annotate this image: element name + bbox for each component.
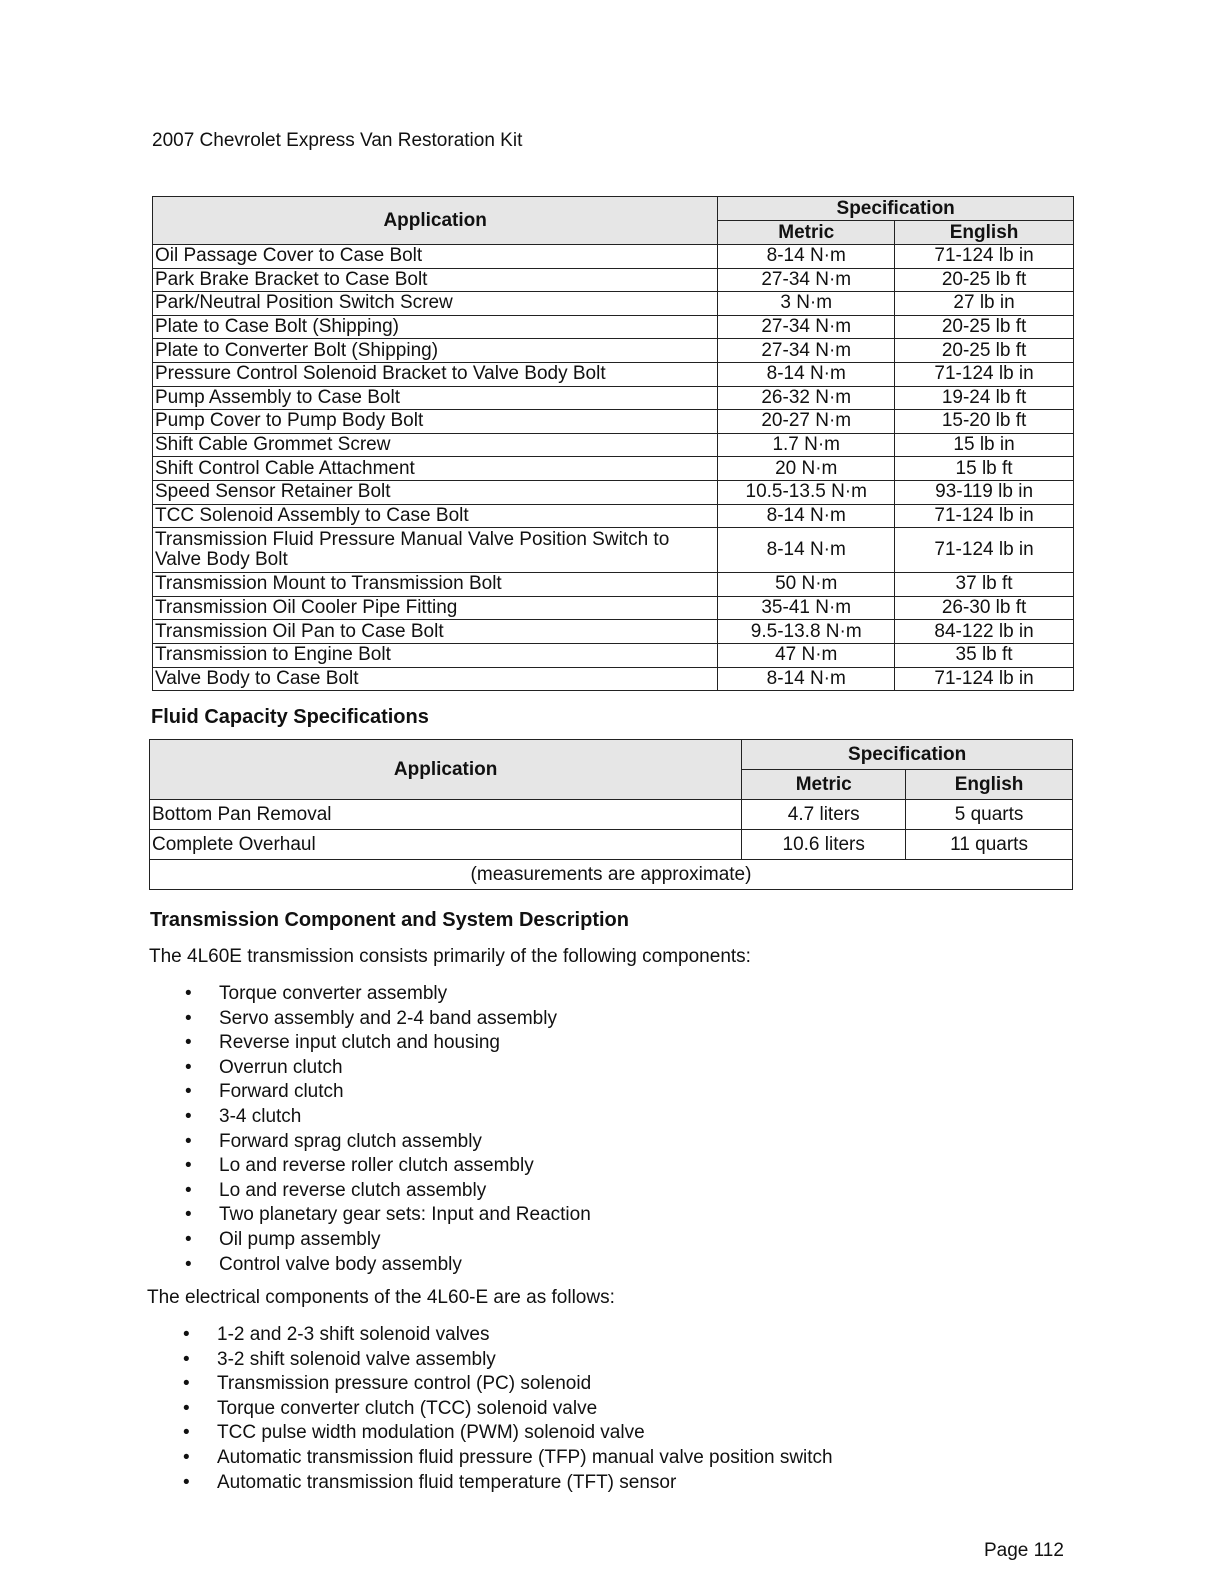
list-item-text: Servo assembly and 2-4 band assembly — [219, 1007, 557, 1029]
col-specification: Specification — [742, 740, 1073, 770]
table-row — [150, 800, 1073, 830]
cell-metric: 10.5-13.5 N·m — [718, 480, 895, 504]
cell-english: 71-124 lb in — [895, 667, 1074, 691]
bullet-icon: • — [183, 1471, 190, 1493]
bullet-icon: • — [185, 1007, 192, 1029]
list-item-text: Reverse input clutch and housing — [219, 1032, 500, 1054]
table-row — [153, 573, 1074, 597]
bullet-icon: • — [185, 983, 192, 1004]
cell-metric: 27-34 N·m — [718, 339, 895, 363]
cell-application: Shift Control Cable Attachment — [153, 457, 718, 481]
list-item — [185, 1154, 591, 1179]
table-row — [153, 386, 1074, 410]
list-item-text: Automatic transmission fluid temperature (TFT) sensor — [217, 1471, 677, 1493]
cell-english: 20-25 lb ft — [895, 268, 1074, 292]
list-item — [185, 1130, 591, 1155]
cell-metric: 8-14 N·m — [718, 245, 895, 269]
list-item — [183, 1348, 833, 1373]
cell-english: 35 lb ft — [895, 643, 1074, 667]
list-item — [183, 1446, 833, 1471]
table-row — [153, 362, 1074, 386]
table-row — [153, 528, 1074, 573]
bullet-icon: • — [185, 1081, 192, 1103]
list-item — [183, 1421, 833, 1446]
list-item-text: Control valve body assembly — [219, 1253, 462, 1275]
cell-application: Complete Overhaul — [150, 830, 742, 860]
cell-application: Pressure Control Solenoid Bracket to Valve Body Bolt — [153, 362, 718, 386]
cell-english: 71-124 lb in — [895, 362, 1074, 386]
cell-english: 20-25 lb ft — [895, 315, 1074, 339]
bullet-icon: • — [185, 1179, 192, 1201]
components-list — [185, 982, 591, 1277]
cell-metric: 3 N·m — [718, 292, 895, 316]
cell-english: 71-124 lb in — [895, 245, 1074, 269]
table-row — [153, 504, 1074, 528]
list-item — [185, 1253, 591, 1278]
cell-application: Bottom Pan Removal — [150, 800, 742, 830]
cell-metric: 8-14 N·m — [718, 362, 895, 386]
cell-english: 26-30 lb ft — [895, 596, 1074, 620]
bullet-icon: • — [185, 1032, 192, 1054]
cell-application: Plate to Converter Bolt (Shipping) — [153, 339, 718, 363]
list-item — [183, 1323, 833, 1348]
cell-english: 37 lb ft — [895, 573, 1074, 597]
table-row — [153, 292, 1074, 316]
cell-english: 19-24 lb ft — [895, 386, 1074, 410]
cell-english: 5 quarts — [906, 800, 1073, 830]
table-row — [153, 667, 1074, 691]
list-item-text: 3-4 clutch — [219, 1105, 302, 1127]
cell-metric: 4.7 liters — [742, 800, 906, 830]
list-item-text: Automatic transmission fluid pressure (TFP) manual valve position switch — [217, 1446, 833, 1468]
cell-metric: 50 N·m — [718, 573, 895, 597]
bullet-icon: • — [183, 1446, 190, 1468]
table-row — [153, 410, 1074, 434]
table-row — [153, 268, 1074, 292]
cell-metric: 9.5-13.8 N·m — [718, 620, 895, 644]
list-item — [185, 1105, 591, 1130]
bullet-icon: • — [183, 1397, 190, 1419]
list-item — [185, 1031, 591, 1056]
table-row — [153, 339, 1074, 363]
list-item — [185, 1056, 591, 1081]
cell-metric: 10.6 liters — [742, 830, 906, 860]
electrical-intro: The electrical components of the 4L60-E are as follows: — [147, 1287, 615, 1308]
list-item — [183, 1372, 833, 1397]
cell-application: Transmission to Engine Bolt — [153, 643, 718, 667]
list-item — [185, 1080, 591, 1105]
col-application: Application — [150, 740, 742, 800]
cell-english: 27 lb in — [895, 292, 1074, 316]
list-item-text: 1-2 and 2-3 shift solenoid valves — [217, 1324, 490, 1345]
list-item — [185, 982, 591, 1007]
cell-english: 15-20 lb ft — [895, 410, 1074, 434]
bullet-icon: • — [185, 1228, 192, 1250]
cell-application: Transmission Oil Pan to Case Bolt — [153, 620, 718, 644]
table-row — [153, 315, 1074, 339]
list-item-text: Forward clutch — [219, 1081, 344, 1103]
cell-english: 71-124 lb in — [895, 528, 1074, 573]
bullet-icon: • — [183, 1373, 190, 1395]
list-item-text: Torque converter clutch (TCC) solenoid valve — [217, 1397, 598, 1419]
col-english: English — [895, 221, 1074, 245]
table-row — [153, 457, 1074, 481]
cell-application: Transmission Fluid Pressure Manual Valve Position Switch to Valve Body Bolt — [153, 528, 718, 573]
document-header: 2007 Chevrolet Express Van Restoration Kit — [152, 130, 523, 151]
cell-application: Plate to Case Bolt (Shipping) — [153, 315, 718, 339]
fluid-capacity-table — [149, 739, 1073, 890]
cell-application: Transmission Mount to Transmission Bolt — [153, 573, 718, 597]
bullet-icon: • — [185, 1253, 192, 1275]
cell-application: Park/Neutral Position Switch Screw — [153, 292, 718, 316]
description-title: Transmission Component and System Description — [150, 909, 629, 931]
list-item-text: Oil pump assembly — [219, 1228, 381, 1250]
list-item — [185, 1228, 591, 1253]
cell-metric: 8-14 N·m — [718, 504, 895, 528]
cell-application: Speed Sensor Retainer Bolt — [153, 480, 718, 504]
components-intro: The 4L60E transmission consists primarily of the following components: — [149, 946, 751, 967]
list-item-text: Lo and reverse roller clutch assembly — [219, 1155, 534, 1177]
cell-application: Park Brake Bracket to Case Bolt — [153, 268, 718, 292]
cell-english: 11 quarts — [906, 830, 1073, 860]
bullet-icon: • — [185, 1204, 192, 1226]
table-row — [150, 830, 1073, 860]
list-item-text: Torque converter assembly — [219, 983, 448, 1004]
cell-metric: 20 N·m — [718, 457, 895, 481]
table-row — [153, 245, 1074, 269]
fluid-capacity-title: Fluid Capacity Specifications — [151, 706, 429, 728]
col-specification: Specification — [718, 197, 1074, 221]
cell-application: Pump Cover to Pump Body Bolt — [153, 410, 718, 434]
cell-english: 71-124 lb in — [895, 504, 1074, 528]
list-item-text: Transmission pressure control (PC) solenoid — [217, 1373, 592, 1395]
bullet-icon: • — [185, 1056, 192, 1078]
table-row — [153, 480, 1074, 504]
list-item — [183, 1471, 833, 1496]
col-application: Application — [153, 197, 718, 245]
cell-metric: 35-41 N·m — [718, 596, 895, 620]
cell-application: TCC Solenoid Assembly to Case Bolt — [153, 504, 718, 528]
page-number: Page 112 — [984, 1540, 1064, 1561]
table-row — [153, 596, 1074, 620]
list-item-text: TCC pulse width modulation (PWM) solenoid valve — [217, 1422, 645, 1444]
cell-english: 15 lb in — [895, 433, 1074, 457]
measurement-note: (measurements are approximate) — [150, 860, 1073, 890]
cell-application: Oil Passage Cover to Case Bolt — [153, 245, 718, 269]
list-item — [185, 1203, 591, 1228]
col-metric: Metric — [718, 221, 895, 245]
cell-english: 93-119 lb in — [895, 480, 1074, 504]
cell-metric: 47 N·m — [718, 643, 895, 667]
bullet-icon: • — [183, 1422, 190, 1444]
table-row — [153, 643, 1074, 667]
cell-metric: 8-14 N·m — [718, 528, 895, 573]
cell-metric: 8-14 N·m — [718, 667, 895, 691]
cell-metric: 26-32 N·m — [718, 386, 895, 410]
bullet-icon: • — [185, 1130, 192, 1152]
list-item-text: Two planetary gear sets: Input and Reaction — [219, 1204, 591, 1226]
cell-application: Pump Assembly to Case Bolt — [153, 386, 718, 410]
electrical-list — [183, 1323, 833, 1495]
list-item-text: Forward sprag clutch assembly — [219, 1130, 482, 1152]
cell-metric: 20-27 N·m — [718, 410, 895, 434]
cell-metric: 27-34 N·m — [718, 268, 895, 292]
list-item — [185, 1007, 591, 1032]
table-row — [153, 433, 1074, 457]
list-item-text: Lo and reverse clutch assembly — [219, 1179, 487, 1201]
cell-application: Transmission Oil Cooler Pipe Fitting — [153, 596, 718, 620]
bullet-icon: • — [185, 1105, 192, 1127]
list-item-text: 3-2 shift solenoid valve assembly — [217, 1348, 496, 1370]
col-english: English — [906, 770, 1073, 800]
list-item-text: Overrun clutch — [219, 1056, 343, 1078]
cell-application: Valve Body to Case Bolt — [153, 667, 718, 691]
cell-english: 20-25 lb ft — [895, 339, 1074, 363]
cell-application: Shift Cable Grommet Screw — [153, 433, 718, 457]
cell-metric: 27-34 N·m — [718, 315, 895, 339]
cell-english: 84-122 lb in — [895, 620, 1074, 644]
bullet-icon: • — [185, 1155, 192, 1177]
cell-english: 15 lb ft — [895, 457, 1074, 481]
bullet-icon: • — [183, 1324, 190, 1345]
bullet-icon: • — [183, 1348, 190, 1370]
cell-metric: 1.7 N·m — [718, 433, 895, 457]
list-item — [185, 1179, 591, 1204]
list-item — [183, 1397, 833, 1422]
torque-spec-table — [152, 196, 1074, 691]
col-metric: Metric — [742, 770, 906, 800]
table-row — [153, 620, 1074, 644]
